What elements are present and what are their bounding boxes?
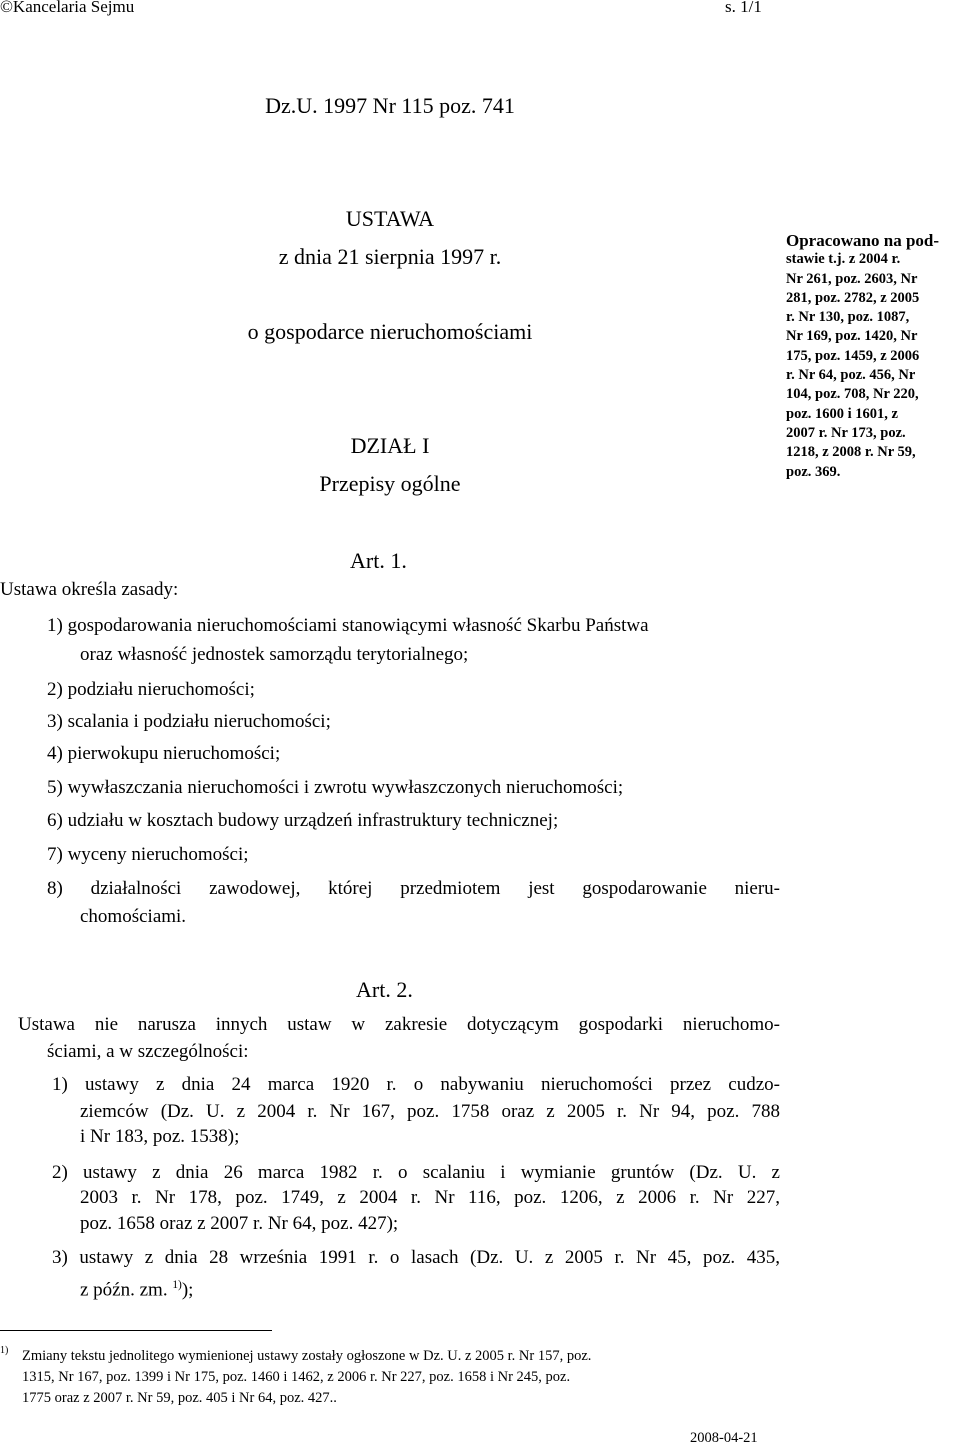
sidebar-line: poz. 1600 i 1601, z	[786, 405, 898, 422]
art1-item-4: 4) pierwokupu nieruchomości;	[47, 743, 281, 764]
art2-heading: Art. 2.	[356, 977, 413, 1002]
art2-item-1-cont2: i Nr 183, poz. 1538);	[80, 1126, 240, 1147]
sidebar-line: 1218, z 2008 r. Nr 59,	[786, 444, 916, 461]
sidebar-line: stawie t.j. z 2004 r.	[786, 251, 901, 268]
sidebar-line: Nr 261, poz. 2603, Nr	[786, 270, 918, 287]
art1-item-1-cont: oraz własność jednostek samorządu terytorialnego;	[80, 644, 469, 665]
sidebar-line: poz. 369.	[786, 463, 841, 480]
footnote-mark: 1)	[0, 1345, 9, 1356]
art1-item-7: 7) wyceny nieruchomości;	[47, 844, 249, 865]
act-subject: o gospodarce nieruchomościami	[247, 319, 533, 344]
section-number: DZIAŁ I	[350, 433, 430, 458]
footnote-line: Zmiany tekstu jednolitego wymienionej ustawy zostały ogłoszone w Dz. U. z 2005 r. Nr 157, poz.	[22, 1348, 592, 1364]
art2-item-3-text-end: );	[181, 1279, 194, 1301]
footnote-line: 1315, Nr 167, poz. 1399 i Nr 175, poz. 1460 i 1462, z 2006 r. Nr 227, poz. 1658 i Nr 245, poz.	[22, 1369, 571, 1385]
sidebar-line: 2007 r. Nr 173, poz.	[786, 424, 906, 441]
art2-item-2-cont: 2003 r. Nr 178, poz. 1749, z 2004 r. Nr 116, poz. 1206, z 2006 r. Nr 227,	[80, 1187, 780, 1208]
footnote-reference: 1)	[172, 1279, 182, 1291]
sidebar-line: 281, poz. 2782, z 2005	[786, 289, 920, 306]
sidebar-consolidation-note	[786, 231, 958, 482]
sidebar-line: Opracowano na pod-	[786, 231, 940, 250]
sidebar-line: 104, poz. 708, Nr 220,	[786, 386, 919, 403]
art1-intro: Ustawa określa zasady:	[0, 579, 179, 600]
art1-item-5: 5) wywłaszczania nieruchomości i zwrotu wywłaszczonych nieruchomości;	[47, 777, 624, 798]
art2-item-3-text: z późn. zm.	[80, 1279, 168, 1301]
sidebar-line: r. Nr 64, poz. 456, Nr	[786, 367, 916, 384]
sidebar-line: 175, poz. 1459, z 2006	[786, 347, 920, 364]
art2-item-1-cont: ziemców (Dz. U. z 2004 r. Nr 167, poz. 1758 oraz z 2005 r. Nr 94, poz. 788	[80, 1101, 780, 1122]
art1-item-6: 6) udziału w kosztach budowy urządzeń infrastruktury technicznej;	[47, 810, 559, 831]
art1-item-3: 3) scalania i podziału nieruchomości;	[47, 711, 331, 732]
sidebar-line: Nr 169, poz. 1420, Nr	[786, 328, 918, 345]
art2-item-3: 3) ustawy z dnia 28 września 1991 r. o lasach (Dz. U. z 2005 r. Nr 45, poz. 435,	[52, 1247, 780, 1268]
journal-reference: Dz.U. 1997 Nr 115 poz. 741	[265, 93, 515, 118]
act-date: z dnia 21 sierpnia 1997 r.	[278, 244, 502, 269]
header-copyright: ©Kancelaria Sejmu	[0, 0, 135, 16]
art1-item-8: 8) działalności zawodowej, której przedmiotem jest gospodarowanie nieru-	[47, 878, 780, 899]
art1-heading: Art. 1.	[350, 548, 407, 573]
art1-item-1: 1) gospodarowania nieruchomościami stanowiącymi własność Skarbu Państwa	[47, 615, 649, 636]
footnote-line: 1775 oraz z 2007 r. Nr 59, poz. 405 i Nr 64, poz. 427..	[22, 1390, 337, 1406]
header-page-number: s. 1/1	[725, 0, 762, 16]
art2-intro: Ustawa nie narusza innych ustaw w zakresie dotyczącym gospodarki nieruchomo-	[18, 1014, 780, 1035]
art1-item-2: 2) podziału nieruchomości;	[47, 679, 255, 700]
art2-item-3-cont	[80, 1270, 193, 1305]
footer-date: 2008-04-21	[690, 1430, 758, 1446]
sidebar-line: r. Nr 130, poz. 1087,	[786, 309, 910, 326]
art2-intro-cont: ściami, a w szczególności:	[47, 1041, 249, 1062]
art2-item-2-cont2: poz. 1658 oraz z 2007 r. Nr 64, poz. 427);	[80, 1213, 399, 1234]
footnote-divider	[0, 1330, 272, 1331]
art2-item-1: 1) ustawy z dnia 24 marca 1920 r. o nabywaniu nieruchomości przez cudzo-	[52, 1074, 780, 1095]
act-type: USTAWA	[345, 206, 435, 231]
section-name: Przepisy ogólne	[319, 471, 461, 496]
art1-item-8-cont: chomościami.	[80, 906, 187, 927]
art2-item-2: 2) ustawy z dnia 26 marca 1982 r. o scalaniu i wymianie gruntów (Dz. U. z	[52, 1162, 780, 1183]
